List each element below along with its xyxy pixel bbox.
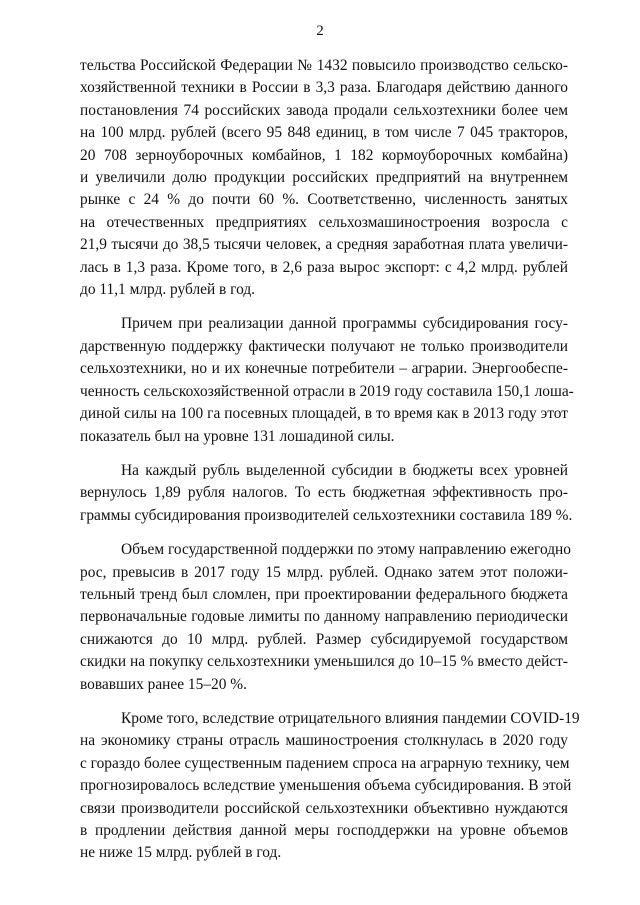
text-line: прогнозировалось вследствие уменьшения объема субсидирования. В этой (80, 777, 572, 795)
text-line: вовавших ранее 15–20 %. (80, 675, 247, 693)
paragraph-4 (80, 539, 571, 696)
text-line: Причем при реализации данной программы субсидирования госу- (121, 315, 568, 333)
text-line: хозяйственной техники в России в 3,3 раза. Благодаря действию данного (80, 79, 568, 97)
text-line: первоначальные годовые лимиты по данному направлению периодически (80, 608, 568, 626)
text-line: диной силы на 100 га посевных площадей, в то время как в 2013 году этот (80, 405, 568, 423)
text-line: и увеличили долю продукции российских предприятий на внутреннем (80, 169, 568, 187)
paragraph-2 (80, 313, 574, 447)
text-line: вернулось 1,89 рубля налогов. То есть бюджетная эффективность про- (80, 484, 568, 502)
text-line: на 100 млрд. рублей (всего 95 848 единиц, в том числе 7 045 тракторов, (80, 124, 568, 142)
document-body (80, 55, 580, 865)
text-line: снижаются до 10 млрд. рублей. Размер субсидируемой государством (80, 630, 568, 648)
text-line: рос, превысив в 2017 году 15 млрд. рублей. Однако затем этот положи- (80, 563, 568, 581)
text-line: Кроме того, вследствие отрицательного влияния пандемии COVID-19 (121, 709, 580, 727)
text-line: с гораздо более существенным падением спроса на аграрную технику, чем (80, 754, 570, 772)
text-line: постановления 74 российских завода продали сельхозтехники более чем (80, 101, 568, 119)
text-line: сельхозтехники, но и их конечные потребители – аграрии. Энергообеспе- (80, 360, 568, 378)
text-line: на отечественных предприятиях сельхозмашиностроения возросла с (80, 213, 568, 231)
paragraph-5 (80, 708, 580, 865)
text-line: показатель был на уровне 131 лошадиной силы. (80, 427, 395, 445)
paragraph-1 (80, 55, 568, 301)
text-line: в продлении действия данной меры господдержки на уровне объемов (80, 822, 568, 839)
text-line: лась в 1,3 раза. Кроме того, в 2,6 раза вырос экспорт: с 4,2 млрд. рублей (80, 258, 568, 276)
text-line: тельства Российской Федерации № 1432 повысило производство сельско- (80, 57, 568, 74)
text-line: тельный тренд был сломлен, при проектировании федерального бюджета (80, 585, 568, 603)
text-line: на экономику страны отрасль машиностроения столкнулась в 2020 году (80, 732, 568, 750)
text-line: 20 708 зерноуборочных комбайнов, 1 182 кормоуборочных комбайна) (80, 146, 568, 164)
page-number: 2 (316, 23, 324, 39)
text-line: ченность сельскохозяйственной отрасли в 2019 году составила 150,1 лоша- (80, 382, 574, 400)
text-line: не ниже 15 млрд. рублей в год. (80, 844, 282, 862)
text-line: рынке с 24 % до почти 60 %. Соответственно, численность занятых (80, 191, 568, 209)
text-line: Объем государственной поддержки по этому направлению ежегодно (121, 541, 571, 559)
text-line: связи производители российской сельхозтехники объективно нуждаются (80, 799, 568, 817)
text-line: 21,9 тысячи до 38,5 тысячи человек, а средняя заработная плата увеличи- (80, 236, 568, 254)
text-line: до 11,1 млрд. рублей в год. (80, 281, 256, 299)
text-line: граммы субсидирования производителей сельхозтехники составила 189 %. (80, 506, 573, 524)
text-line: дарственную поддержку фактически получают не только производители (80, 337, 568, 355)
paragraph-3 (80, 460, 573, 527)
text-line: На каждый рубль выделенной субсидии в бюджеты всех уровней (121, 461, 568, 479)
text-line: скидки на покупку сельхозтехники уменьшился до 10–15 % вместо дейст- (80, 653, 568, 671)
